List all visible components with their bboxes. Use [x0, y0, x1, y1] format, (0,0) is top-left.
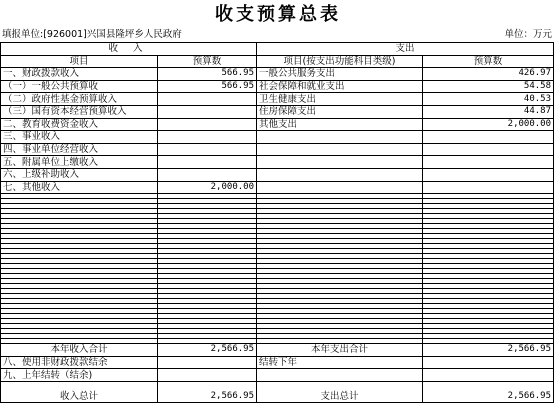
income-total-value: 2,566.95 [158, 381, 257, 402]
income-value-cell [158, 168, 257, 181]
table-row [1, 80, 554, 93]
budget-table [0, 42, 554, 403]
income-item-cell: 三、事业收入 [1, 131, 158, 144]
table-row [1, 143, 554, 156]
income-item-cell: 六、上级补助收入 [1, 168, 158, 181]
grand-total-row [1, 381, 554, 402]
income-budget-header: 预算数 [158, 55, 257, 68]
expense-value-cell: 44.87 [423, 105, 554, 118]
year-total-row [1, 344, 554, 357]
expense-item-cell [257, 131, 423, 144]
blank-value [423, 369, 554, 382]
currency-unit: 单位：万元 [504, 29, 552, 40]
table-row [1, 168, 554, 181]
expense-item-cell: 卫生健康支出 [257, 93, 423, 106]
income-value-cell: 2,000.00 [158, 181, 257, 194]
blank-label [257, 369, 423, 382]
income-item-cell: 五、附属单位上缴收入 [1, 156, 158, 169]
unit-row [2, 29, 554, 41]
expense-total-label: 支出总计 [257, 381, 423, 402]
unused-balance-row [1, 356, 554, 369]
table-row [1, 93, 554, 106]
year-income-value: 2,566.95 [158, 344, 257, 357]
year-expense-label: 本年支出合计 [257, 344, 423, 357]
expense-value-cell [423, 143, 554, 156]
table-row [1, 105, 554, 118]
expense-item-cell: 一般公共服务支出 [257, 68, 423, 81]
income-value-cell [158, 105, 257, 118]
income-item-cell: 七、其他收入 [1, 181, 158, 194]
income-total-label: 收入总计 [1, 381, 158, 402]
expense-item-cell [257, 156, 423, 169]
expense-item-cell [257, 181, 423, 194]
header-row-1 [1, 43, 554, 56]
expense-value-cell: 54.58 [423, 80, 554, 93]
year-expense-value: 2,566.95 [423, 344, 554, 357]
expense-item-cell: 社会保障和就业支出 [257, 80, 423, 93]
income-item-cell: 一、财政拨款收入 [1, 68, 158, 81]
income-item-cell: 四、事业单位经营收入 [1, 143, 158, 156]
income-item-header: 项目 [1, 55, 158, 68]
expense-header: 支出 [257, 43, 554, 56]
header-row-2 [1, 55, 554, 68]
expense-value-cell [423, 181, 554, 194]
expense-total-value: 2,566.95 [423, 381, 554, 402]
income-value-cell [158, 118, 257, 131]
table-row [1, 156, 554, 169]
carry-prev-row [1, 369, 554, 382]
income-header: 收 入 [1, 43, 257, 56]
expense-value-cell: 426.97 [423, 68, 554, 81]
income-value-cell [158, 131, 257, 144]
expense-item-cell: 住房保障支出 [257, 105, 423, 118]
expense-value-cell [423, 168, 554, 181]
page-title: 收支预算总表 [215, 4, 341, 25]
unused-balance-label: 八、使用非财政拨款结余 [1, 356, 158, 369]
income-item-cell: （二）政府性基金预算收入 [1, 93, 158, 106]
expense-value-cell [423, 131, 554, 144]
expense-budget-header: 预算数 [423, 55, 554, 68]
table-row [1, 181, 554, 194]
expense-item-cell: 其他支出 [257, 118, 423, 131]
carry-next-value [423, 356, 554, 369]
income-value-cell [158, 156, 257, 169]
reporting-unit: 填报单位:[926001]兴国县隆坪乡人民政府 [2, 29, 182, 40]
income-item-cell: 二、教育收费资金收入 [1, 118, 158, 131]
table-row [1, 118, 554, 131]
expense-value-cell [423, 156, 554, 169]
table-row [1, 131, 554, 144]
expense-value-cell: 2,000.00 [423, 118, 554, 131]
expense-value-cell: 40.53 [423, 93, 554, 106]
expense-item-cell [257, 168, 423, 181]
table-row [1, 68, 554, 81]
income-item-cell: （一）一般公共预算收 [1, 80, 158, 93]
income-item-cell: （三）国有资本经营预算收入 [1, 105, 158, 118]
income-value-cell: 566.95 [158, 80, 257, 93]
unused-balance-value [158, 356, 257, 369]
year-income-label: 本年收入合计 [1, 344, 158, 357]
expense-item-cell [257, 143, 423, 156]
carry-prev-label: 九、上年结转（结余) [1, 369, 158, 382]
income-value-cell: 566.95 [158, 68, 257, 81]
expense-item-header: 项目(按支出功能科目类级) [257, 55, 423, 68]
carry-prev-value [158, 369, 257, 382]
income-value-cell [158, 93, 257, 106]
carry-next-label: 结转下年 [257, 356, 423, 369]
income-value-cell [158, 143, 257, 156]
